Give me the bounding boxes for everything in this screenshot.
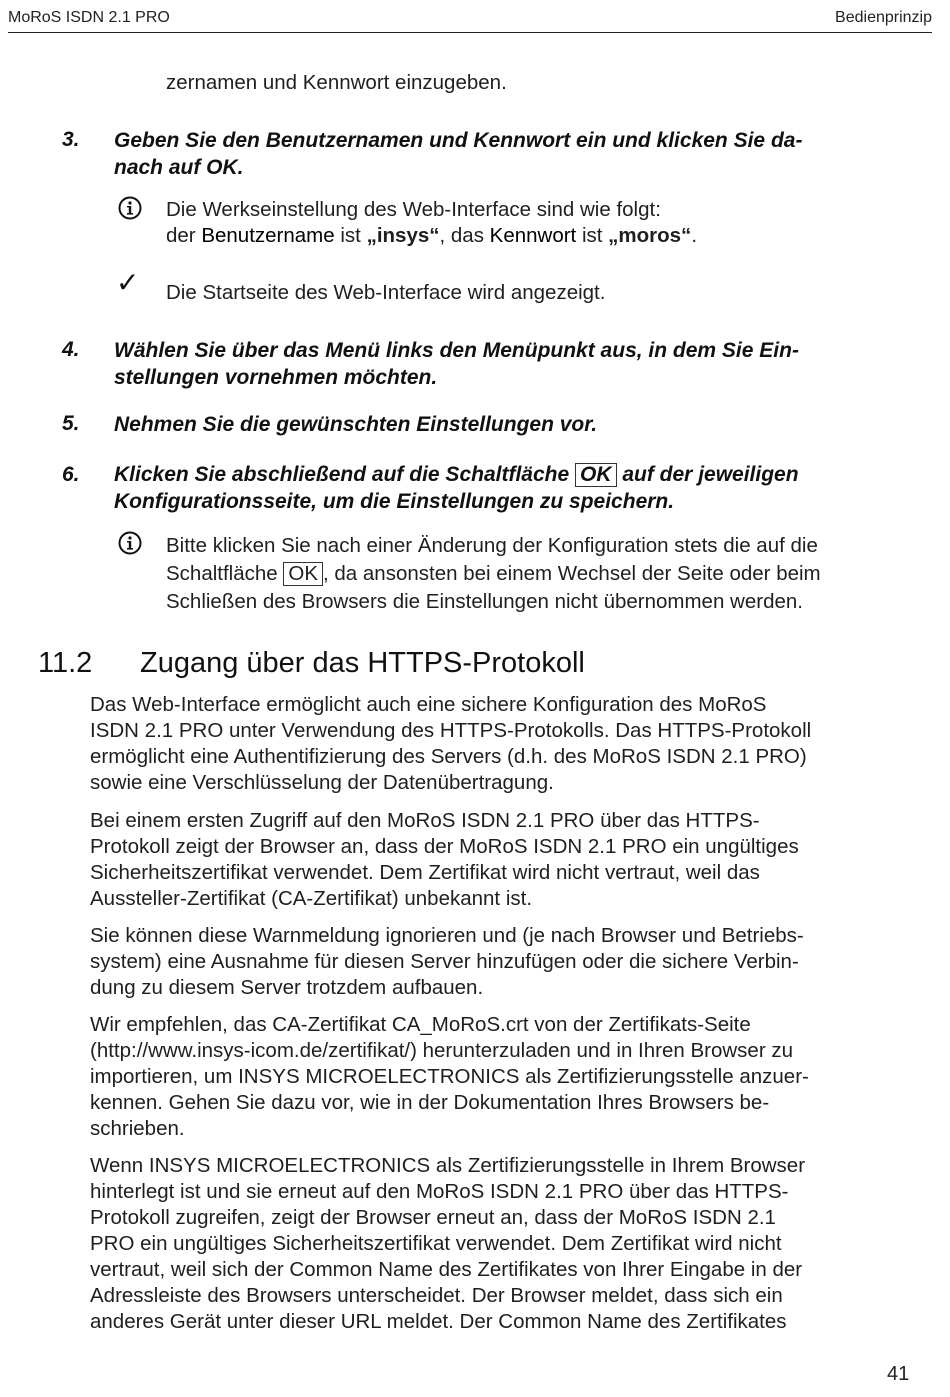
paragraph-line: kennen. Gehen Sie dazu vor, wie in der Dokumentation Ihres Browsers be- bbox=[90, 1091, 770, 1114]
paragraph-line: anderes Gerät unter dieser URL meldet. Der Common Name des Zertifikates bbox=[90, 1310, 787, 1333]
text-fragment: . bbox=[691, 224, 698, 247]
header-product-name: MoRoS ISDN 2.1 PRO bbox=[8, 9, 170, 26]
step-3-line-1: Geben Sie den Benutzernamen und Kennwort ein und klicken Sie da- bbox=[114, 129, 803, 152]
info-note-line-2 bbox=[166, 223, 697, 249]
step-5-text: Nehmen Sie die gewünschten Einstellungen vor. bbox=[114, 413, 598, 436]
step-4-line-1: Wählen Sie über das Menü links den Menüpunkt aus, in dem Sie Ein- bbox=[114, 339, 799, 362]
password-label: Kennwort bbox=[489, 224, 577, 247]
paragraph-line: Adressleiste des Browsers unterscheidet. Der Browser meldet, dass sich ein bbox=[90, 1284, 783, 1307]
paragraph-line: vertraut, weil sich der Common Name des Zertifikates von Ihrer Eingabe in der bbox=[90, 1258, 803, 1281]
step-4-line-2: stellungen vornehmen möchten. bbox=[114, 366, 438, 389]
paragraph-line: system) eine Ausnahme für diesen Server hinzufügen oder die sichere Verbin- bbox=[90, 950, 799, 973]
paragraph-line: Sie können diese Warnmeldung ignorieren und (je nach Browser und Betriebs- bbox=[90, 924, 804, 947]
paragraph-line: sowie eine Verschlüsselung der Datenübertragung. bbox=[90, 771, 554, 794]
paragraph-5 bbox=[90, 1153, 805, 1335]
section-title: Zugang über das HTTPS-Protokoll bbox=[140, 647, 585, 679]
intro-tail-text: zernamen und Kennwort einzugeben. bbox=[166, 71, 507, 94]
checkmark-icon: ✓ bbox=[116, 266, 140, 299]
text-fragment: ist bbox=[576, 224, 609, 247]
paragraph-line: ISDN 2.1 PRO unter Verwendung des HTTPS-Protokolls. Das HTTPS-Protokoll bbox=[90, 719, 812, 742]
info-note-save bbox=[166, 532, 821, 616]
paragraph-line: Protokoll zeigt der Browser an, dass der MoRoS ISDN 2.1 PRO ein ungültiges bbox=[90, 835, 799, 858]
paragraph-4 bbox=[90, 1012, 809, 1142]
section-number: 11.2 bbox=[38, 647, 93, 679]
paragraph-line: Bei einem ersten Zugriff auf den MoRoS ISDN 2.1 PRO über das HTTPS- bbox=[90, 809, 760, 832]
page-number: 41 bbox=[887, 1363, 910, 1385]
text-fragment: der bbox=[166, 224, 202, 247]
paragraph-line: (http://www.insys-icom.de/zertifikat/) herunterzuladen und in Ihren Browser zu bbox=[90, 1039, 793, 1062]
step-6-text bbox=[114, 461, 799, 515]
default-username: „insys“ bbox=[366, 224, 440, 247]
paragraph-line: PRO ein ungültiges Sicherheitszertifikat verwendet. Dem Zertifikat wird nicht bbox=[90, 1232, 782, 1255]
paragraph-1 bbox=[90, 692, 811, 796]
paragraph-line: hinterlegt ist und sie erneut auf den MoRoS ISDN 2.1 PRO über das HTTPS- bbox=[90, 1180, 789, 1203]
paragraph-line: schrieben. bbox=[90, 1117, 185, 1140]
info-note-save-line-3: Schließen des Browsers die Einstellungen nicht übernommen werden. bbox=[166, 590, 803, 613]
paragraph-line: ermöglicht eine Authentifizierung des Servers (d.h. des MoRoS ISDN 2.1 PRO) bbox=[90, 745, 807, 768]
paragraph-2 bbox=[90, 808, 799, 912]
text-fragment: , da ansonsten bei einem Wechsel der Seite oder beim bbox=[323, 562, 821, 585]
page-header bbox=[8, 6, 932, 33]
info-icon bbox=[118, 196, 142, 220]
step-5-number: 5. bbox=[62, 412, 80, 435]
paragraph-line: Wenn INSYS MICROELECTRONICS als Zertifizierungsstelle in Ihrem Browser bbox=[90, 1154, 806, 1177]
text-fragment: , das bbox=[439, 224, 490, 247]
ok-button-reference: OK bbox=[283, 562, 323, 586]
info-note-save-line-2 bbox=[166, 560, 821, 588]
paragraph-line: Protokoll zugreifen, zeigt der Browser erneut an, dass der MoRoS ISDN 2.1 bbox=[90, 1206, 776, 1229]
info-note-credentials bbox=[166, 197, 697, 249]
info-note-save-line-1: Bitte klicken Sie nach einer Änderung der Konfiguration stets die auf die bbox=[166, 534, 818, 557]
default-password: „moros“ bbox=[608, 224, 692, 247]
ok-button-reference: OK bbox=[575, 463, 617, 487]
paragraph-line: Das Web-Interface ermöglicht auch eine sichere Konfiguration des MoRoS bbox=[90, 693, 767, 716]
step-3-number: 3. bbox=[62, 128, 80, 151]
step-6-number: 6. bbox=[62, 463, 80, 486]
header-chapter-name: Bedienprinzip bbox=[835, 9, 932, 26]
text-fragment: ist bbox=[334, 224, 367, 247]
info-note-line-1: Die Werkseinstellung des Web-Interface sind wie folgt: bbox=[166, 198, 661, 221]
text-fragment: auf der jeweiligen bbox=[622, 463, 799, 486]
step-3-line-2: nach auf OK. bbox=[114, 156, 244, 179]
info-icon bbox=[118, 531, 142, 555]
paragraph-line: dung zu diesem Server trotzdem aufbauen. bbox=[90, 976, 484, 999]
paragraph-line: Aussteller-Zertifikat (CA-Zertifikat) unbekannt ist. bbox=[90, 887, 533, 910]
text-fragment: Schaltfläche bbox=[166, 562, 278, 585]
result-text: Die Startseite des Web-Interface wird angezeigt. bbox=[166, 281, 606, 304]
step-6-line-2: Konfigurationsseite, um die Einstellungen zu speichern. bbox=[114, 490, 675, 513]
paragraph-3 bbox=[90, 923, 804, 1001]
paragraph-line: importieren, um INSYS MICROELECTRONICS als Zertifizierungsstelle anzuer- bbox=[90, 1065, 809, 1088]
username-label: Benutzername bbox=[201, 224, 335, 247]
step-3-text bbox=[114, 127, 802, 181]
text-fragment: Klicken Sie abschließend auf die Schaltfläche bbox=[114, 463, 570, 486]
step-4-text bbox=[114, 337, 799, 391]
paragraph-line: Sicherheitszertifikat verwendet. Dem Zertifikat wird nicht vertraut, weil das bbox=[90, 861, 760, 884]
step-6-line-1 bbox=[114, 461, 799, 488]
step-4-number: 4. bbox=[62, 338, 80, 361]
paragraph-line: Wir empfehlen, das CA-Zertifikat CA_MoRoS.crt von der Zertifikats-Seite bbox=[90, 1013, 751, 1036]
